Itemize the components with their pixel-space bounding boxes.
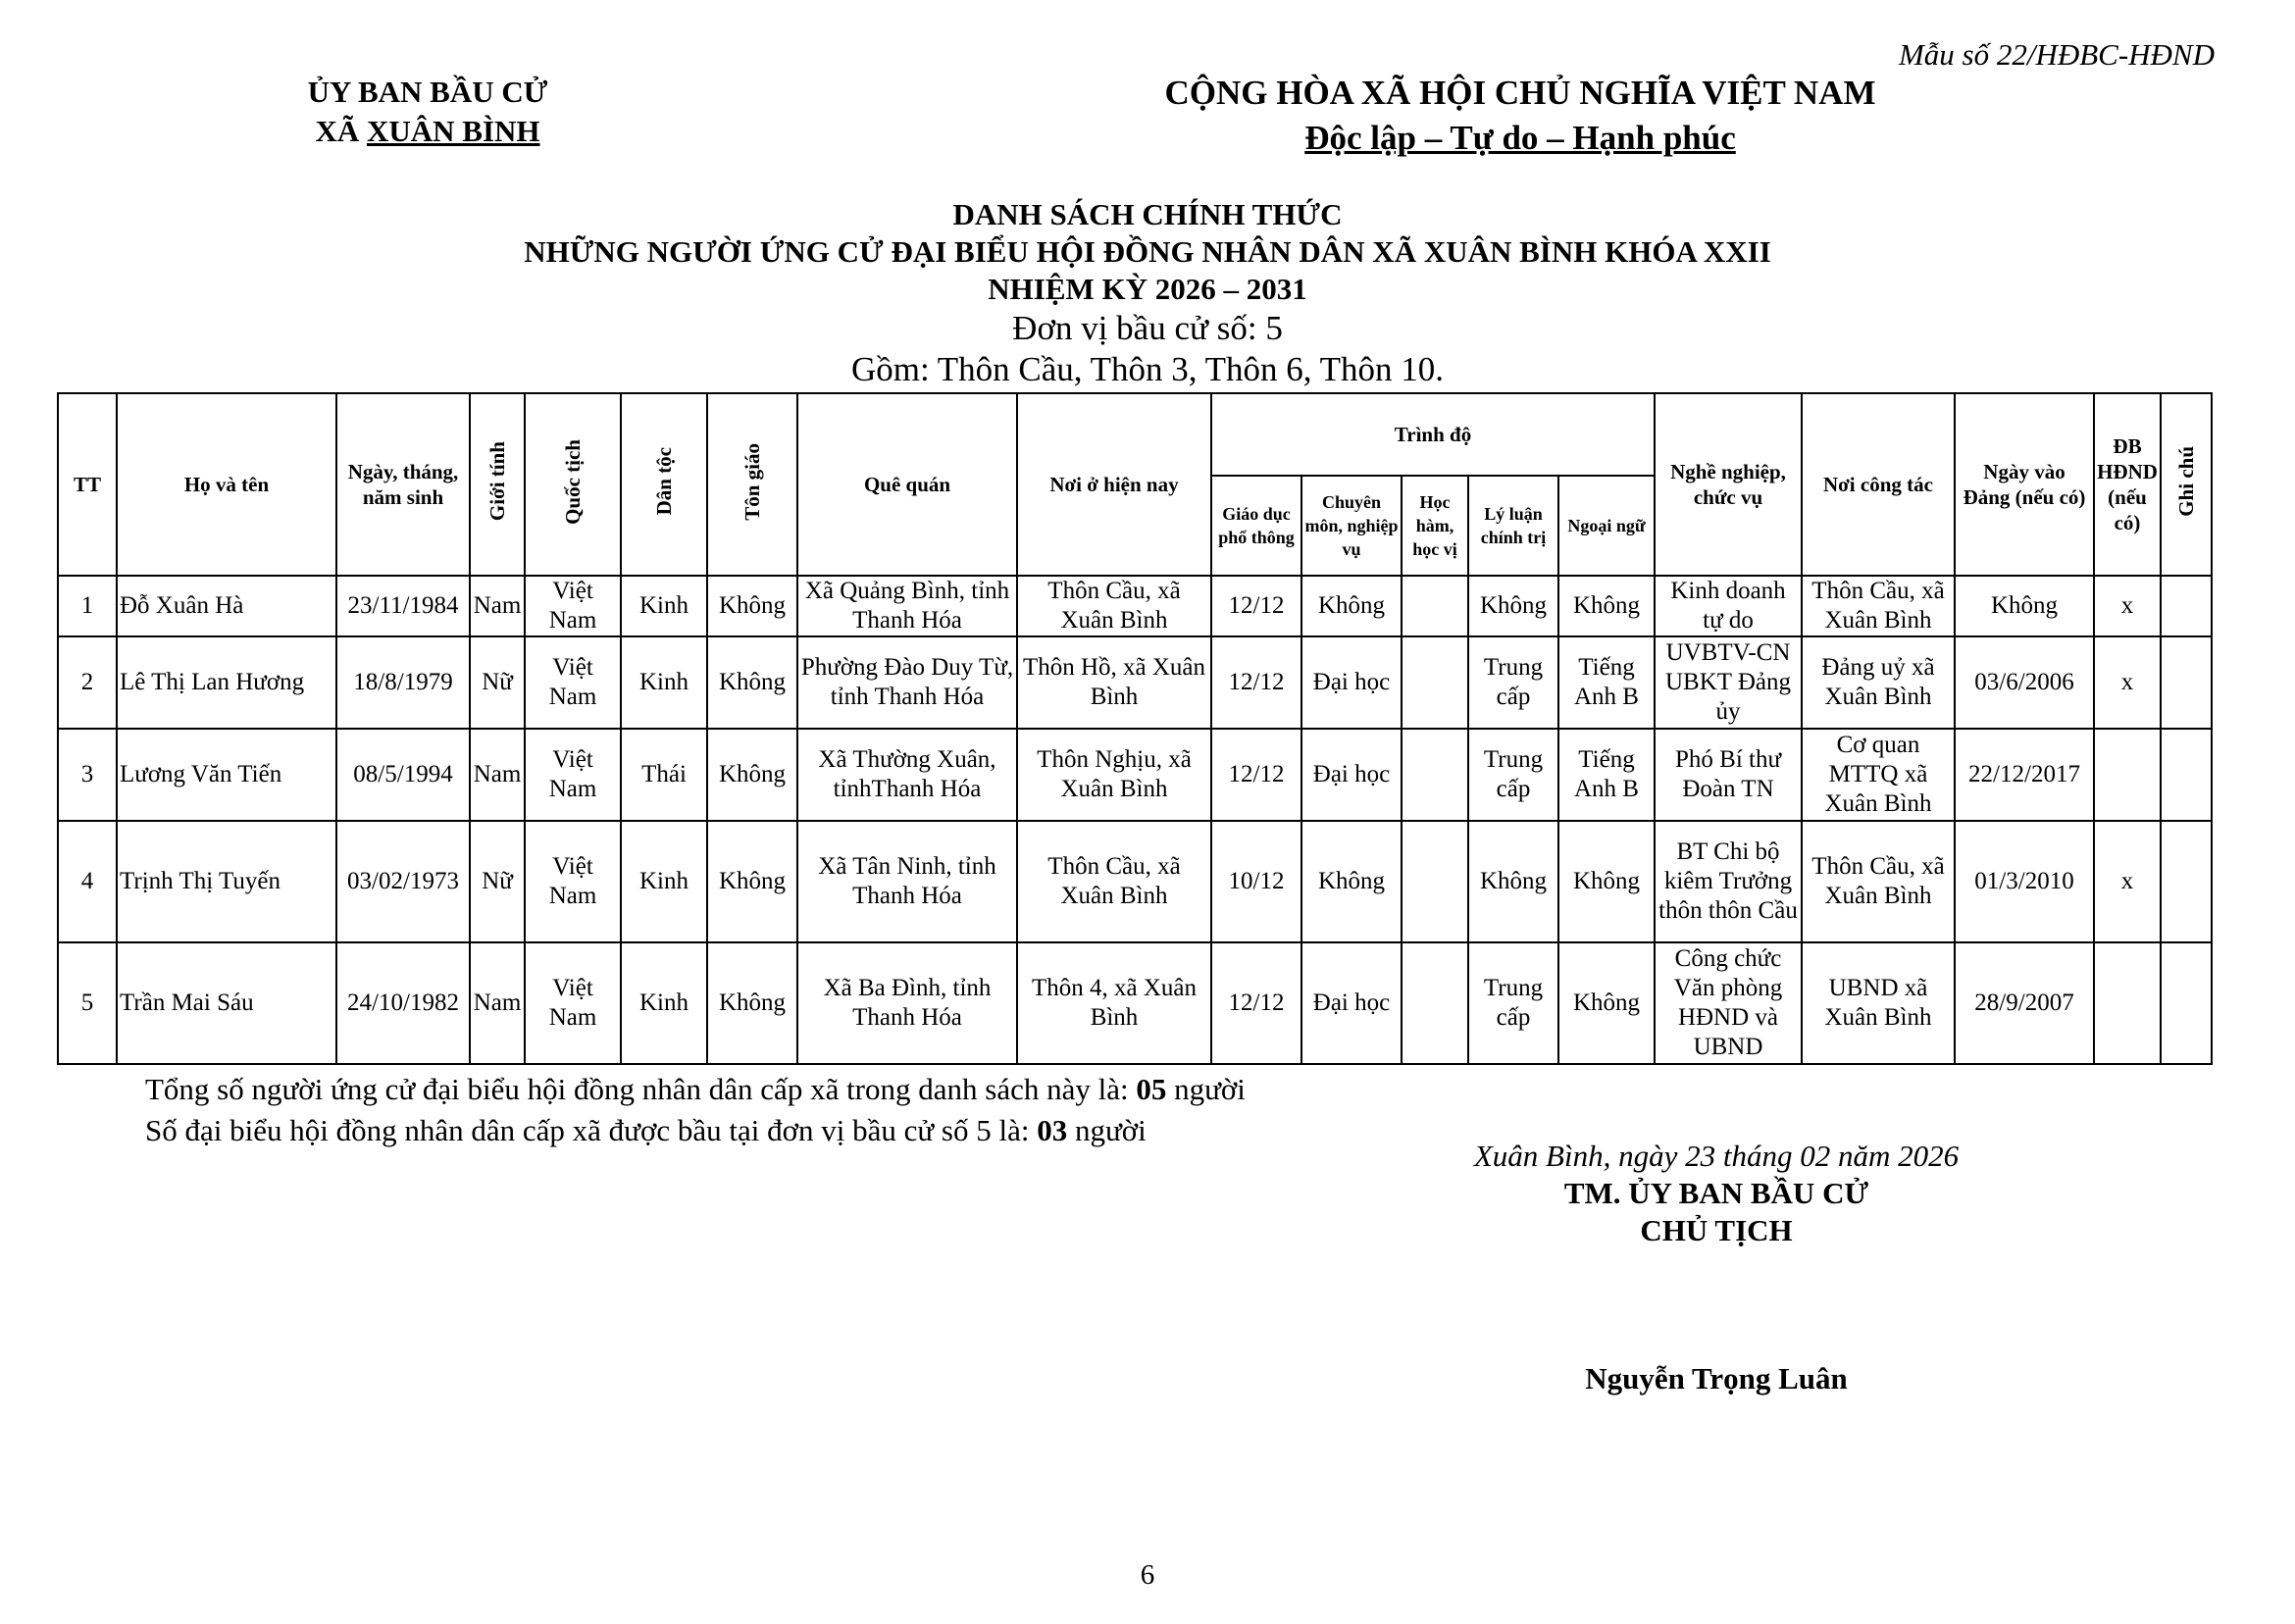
cell-political-theory: Trung cấp [1468, 729, 1558, 821]
col-academic-degree: Học hàm, học vị [1402, 476, 1468, 576]
cell-gender: Nữ [470, 821, 525, 942]
cell-professional: Đại học [1301, 636, 1402, 729]
cell-delegate: x [2094, 821, 2161, 942]
cell-party-date: 22/12/2017 [1955, 729, 2094, 821]
col-tt: TT [58, 393, 117, 576]
cell-party-date: 01/3/2010 [1955, 821, 2094, 942]
summary-total: Tổng số người ứng cử đại biểu hội đồng nhân dân cấp xã trong danh sách này là: 05 người [145, 1072, 1246, 1106]
place-date: Xuân Bình, ngày 23 tháng 02 năm 2026 [1473, 1139, 1960, 1173]
header-row [58, 393, 2212, 476]
cell-professional: Đại học [1301, 729, 1402, 821]
table-row [58, 942, 2212, 1064]
issuing-authority [231, 73, 624, 151]
cell-delegate: x [2094, 576, 2161, 636]
signature-block [1412, 1138, 2020, 1249]
cell-tt: 3 [58, 729, 117, 821]
cell-hometown: Xã Ba Đình, tỉnh Thanh Hóa [797, 942, 1017, 1064]
candidate-table [57, 392, 2213, 1065]
cell-gender: Nam [470, 576, 525, 636]
col-professional: Chuyên môn, nghiệp vụ [1301, 476, 1402, 576]
authority-line1: ỦY BAN BẦU CỬ [307, 75, 548, 109]
cell-party-date: Không [1955, 576, 2094, 636]
cell-nationality: Việt Nam [525, 942, 621, 1064]
col-delegate: ĐB HĐND (nếu có) [2094, 393, 2161, 576]
cell-academic-degree [1402, 576, 1468, 636]
summary-elected: Số đại biểu hội đồng nhân dân cấp xã được bầu tại đơn vị bầu cử số 5 là: 03 người [145, 1113, 1147, 1147]
cell-delegate [2094, 942, 2161, 1064]
cell-dob: 23/11/1984 [336, 576, 470, 636]
cell-religion: Không [707, 636, 797, 729]
cell-workplace: Thôn Cầu, xã Xuân Bình [1802, 821, 1955, 942]
cell-dob: 03/02/1973 [336, 821, 470, 942]
cell-ethnicity: Kinh [621, 636, 707, 729]
cell-hometown: Phường Đào Duy Từ, tỉnh Thanh Hóa [797, 636, 1017, 729]
col-residence: Nơi ở hiện nay [1017, 393, 1211, 576]
col-education-group: Trình độ [1211, 393, 1655, 476]
national-header [1079, 71, 1962, 161]
cell-dob: 08/5/1994 [336, 729, 470, 821]
cell-residence: Thôn 4, xã Xuân Bình [1017, 942, 1211, 1064]
col-general-education: Giáo dục phổ thông [1211, 476, 1301, 576]
col-ethnicity: Dân tộc [621, 393, 707, 576]
cell-hometown: Xã Tân Ninh, tỉnh Thanh Hóa [797, 821, 1017, 942]
total-count: 05 [1136, 1072, 1167, 1106]
col-dob: Ngày, tháng, năm sinh [336, 393, 470, 576]
cell-gender: Nam [470, 729, 525, 821]
cell-professional: Không [1301, 821, 1402, 942]
cell-ethnicity: Kinh [621, 821, 707, 942]
unit-includes: Gồm: Thôn Cầu, Thôn 3, Thôn 6, Thôn 10. [850, 350, 1445, 388]
cell-religion: Không [707, 942, 797, 1064]
cell-ethnicity: Thái [621, 729, 707, 821]
cell-general-education: 10/12 [1211, 821, 1301, 942]
cell-general-education: 12/12 [1211, 942, 1301, 1064]
cell-tt: 5 [58, 942, 117, 1064]
col-nationality: Quốc tịch [525, 393, 621, 576]
signer-name: Nguyễn Trọng Luân [1585, 1361, 1848, 1396]
cell-tt: 1 [58, 576, 117, 636]
col-party-date: Ngày vào Đảng (nếu có) [1955, 393, 2094, 576]
cell-ethnicity: Kinh [621, 576, 707, 636]
cell-dob: 24/10/1982 [336, 942, 470, 1064]
cell-foreign-language: Không [1558, 576, 1655, 636]
cell-residence: Thôn Nghịu, xã Xuân Bình [1017, 729, 1211, 821]
cell-religion: Không [707, 729, 797, 821]
col-political-theory: Lý luận chính trị [1468, 476, 1558, 576]
elected-count: 03 [1037, 1113, 1068, 1147]
cell-note [2161, 636, 2212, 729]
cell-academic-degree [1402, 942, 1468, 1064]
signer-title: CHỦ TỊCH [1640, 1213, 1793, 1247]
cell-workplace: Thôn Cầu, xã Xuân Bình [1802, 576, 1955, 636]
country-name: CỘNG HÒA XÃ HỘI CHỦ NGHĨA VIỆT NAM [1164, 74, 1876, 112]
cell-academic-degree [1402, 636, 1468, 729]
cell-name: Trịnh Thị Tuyến [117, 821, 336, 942]
cell-academic-degree [1402, 729, 1468, 821]
col-hometown: Quê quán [797, 393, 1017, 576]
col-name: Họ và tên [117, 393, 336, 576]
form-number: Mẫu số 22/HĐBC-HĐND [1898, 37, 2215, 72]
cell-occupation: BT Chi bộ kiêm Trưởng thôn thôn Cầu [1655, 821, 1802, 942]
cell-hometown: Xã Thường Xuân, tỉnhThanh Hóa [797, 729, 1017, 821]
table-row [58, 821, 2212, 942]
cell-name: Đỗ Xuân Hà [117, 576, 336, 636]
cell-foreign-language: Tiếng Anh B [1558, 636, 1655, 729]
cell-political-theory: Trung cấp [1468, 636, 1558, 729]
cell-name: Lương Văn Tiến [117, 729, 336, 821]
cell-foreign-language: Không [1558, 942, 1655, 1064]
summary [145, 1069, 1246, 1151]
cell-tt: 2 [58, 636, 117, 729]
cell-name: Trần Mai Sáu [117, 942, 336, 1064]
cell-occupation: Công chức Văn phòng HĐND và UBND [1655, 942, 1802, 1064]
cell-ethnicity: Kinh [621, 942, 707, 1064]
commune-name: XUÂN BÌNH [366, 114, 540, 148]
cell-note [2161, 942, 2212, 1064]
cell-religion: Không [707, 576, 797, 636]
cell-workplace: Cơ quan MTTQ xã Xuân Bình [1802, 729, 1955, 821]
cell-gender: Nữ [470, 636, 525, 729]
cell-occupation: Phó Bí thư Đoàn TN [1655, 729, 1802, 821]
cell-foreign-language: Tiếng Anh B [1558, 729, 1655, 821]
cell-tt: 4 [58, 821, 117, 942]
table-row [58, 576, 2212, 636]
cell-residence: Thôn Cầu, xã Xuân Bình [1017, 821, 1211, 942]
cell-hometown: Xã Quảng Bình, tỉnh Thanh Hóa [797, 576, 1017, 636]
cell-nationality: Việt Nam [525, 636, 621, 729]
cell-party-date: 28/9/2007 [1955, 942, 2094, 1064]
cell-residence: Thôn Hồ, xã Xuân Bình [1017, 636, 1211, 729]
cell-occupation: Kinh doanh tự do [1655, 576, 1802, 636]
cell-political-theory: Không [1468, 821, 1558, 942]
cell-political-theory: Không [1468, 576, 1558, 636]
cell-general-education: 12/12 [1211, 729, 1301, 821]
cell-delegate: x [2094, 636, 2161, 729]
on-behalf: TM. ỦY BAN BẦU CỬ [1563, 1176, 1869, 1210]
motto: Độc lập – Tự do – Hạnh phúc [1304, 119, 1736, 157]
col-workplace: Nơi công tác [1802, 393, 1955, 576]
cell-note [2161, 729, 2212, 821]
table-row [58, 729, 2212, 821]
cell-general-education: 12/12 [1211, 636, 1301, 729]
cell-foreign-language: Không [1558, 821, 1655, 942]
cell-nationality: Việt Nam [525, 729, 621, 821]
col-foreign-language: Ngoại ngữ [1558, 476, 1655, 576]
cell-note [2161, 576, 2212, 636]
cell-workplace: UBND xã Xuân Bình [1802, 942, 1955, 1064]
cell-delegate [2094, 729, 2161, 821]
cell-note [2161, 821, 2212, 942]
cell-dob: 18/8/1979 [336, 636, 470, 729]
cell-professional: Đại học [1301, 942, 1402, 1064]
document-title-block [0, 196, 2295, 390]
term: NHIỆM KỲ 2026 – 2031 [988, 272, 1307, 306]
col-gender: Giới tính [470, 393, 525, 576]
electoral-unit: Đơn vị bầu cử số: 5 [1012, 309, 1283, 347]
cell-academic-degree [1402, 821, 1468, 942]
table-row [58, 636, 2212, 729]
cell-nationality: Việt Nam [525, 821, 621, 942]
cell-political-theory: Trung cấp [1468, 942, 1558, 1064]
col-note: Ghi chú [2161, 393, 2212, 576]
authority-line2: XÃ XUÂN BÌNH [315, 114, 540, 148]
col-religion: Tôn giáo [707, 393, 797, 576]
doc-subtitle: NHỮNG NGƯỜI ỨNG CỬ ĐẠI BIỂU HỘI ĐỒNG NHÂN DÂN XÃ XUÂN BÌNH KHÓA XXII [524, 234, 1771, 269]
page-number: 6 [1140, 1559, 1155, 1591]
cell-occupation: UVBTV-CN UBKT Đảng ủy [1655, 636, 1802, 729]
cell-professional: Không [1301, 576, 1402, 636]
cell-gender: Nam [470, 942, 525, 1064]
cell-nationality: Việt Nam [525, 576, 621, 636]
cell-workplace: Đảng uỷ xã Xuân Bình [1802, 636, 1955, 729]
col-occupation: Nghề nghiệp, chức vụ [1655, 393, 1802, 576]
cell-party-date: 03/6/2006 [1955, 636, 2094, 729]
doc-title: DANH SÁCH CHÍNH THỨC [952, 197, 1343, 231]
cell-residence: Thôn Cầu, xã Xuân Bình [1017, 576, 1211, 636]
cell-name: Lê Thị Lan Hương [117, 636, 336, 729]
cell-general-education: 12/12 [1211, 576, 1301, 636]
cell-religion: Không [707, 821, 797, 942]
